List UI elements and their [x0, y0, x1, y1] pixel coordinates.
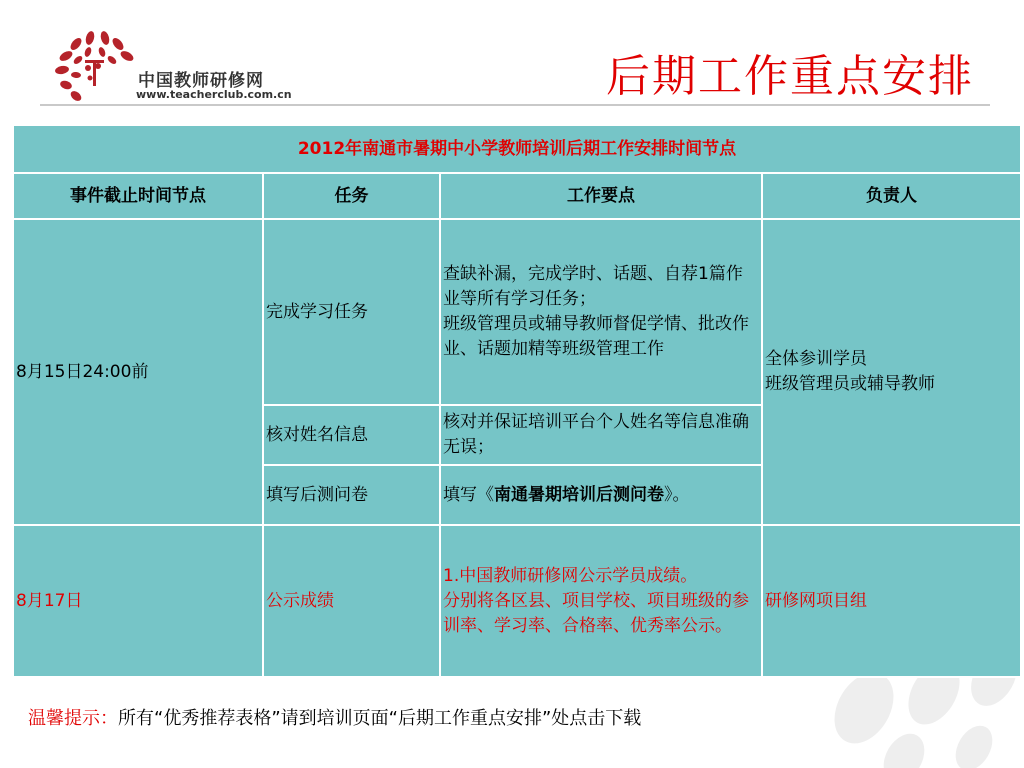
footer-tip-text: 所有“优秀推荐表格”请到培训页面“后期工作重点安排”处点击下载: [118, 708, 642, 729]
points-line: 班级管理员或辅导教师督促学情、批改作业、话题加精等班级管理工作: [443, 314, 749, 359]
owner-line: 全体参训学员: [765, 349, 867, 369]
title-divider: [40, 104, 990, 106]
owner-cell: [762, 219, 1021, 525]
schedule-table: [12, 124, 1022, 678]
task-cell: 完成学习任务: [263, 219, 440, 405]
task-cell: 公示成绩: [263, 525, 440, 677]
column-header-deadline: 事件截止时间节点: [13, 173, 263, 219]
survey-name: 南通暑期培训后测问卷: [494, 484, 664, 505]
deadline-cell: 8月15日24:00前: [13, 219, 263, 525]
logo-name: 中国教师研修网: [138, 71, 264, 91]
points-suffix: 》。: [664, 484, 690, 505]
table-row: [13, 525, 1021, 677]
table-row: [13, 219, 1021, 405]
task-cell: 核对姓名信息: [263, 405, 440, 465]
points-cell: [440, 219, 762, 405]
column-header-task: 任务: [263, 173, 440, 219]
points-line: 分别将各区县、项目学校、项目班级的参训率、学习率、合格率、优秀率公示。: [443, 590, 749, 636]
table-caption: 2012年南通市暑期中小学教师培训后期工作安排时间节点: [13, 125, 1021, 173]
site-logo: [50, 30, 310, 106]
column-header-owner: 负责人: [762, 173, 1021, 219]
points-cell: 核对并保证培训平台个人姓名等信息准确无误；: [440, 405, 762, 465]
deadline-cell: 8月17日: [13, 525, 263, 677]
footer-tip-lead: 温馨提示：: [28, 708, 118, 729]
footer-tip: [28, 704, 641, 730]
column-header-points: 工作要点: [440, 173, 762, 219]
logo-mark-icon: [50, 30, 140, 106]
points-prefix: 填写《: [443, 484, 494, 505]
page-title: 后期工作重点安排: [606, 51, 974, 102]
points-cell: [440, 525, 762, 677]
points-line: 查缺补漏，完成学时、话题、自荐1篇作业等所有学习任务；: [443, 264, 743, 309]
logo-url: www.teacherclub.com.cn: [136, 88, 292, 101]
owner-cell: 研修网项目组: [762, 525, 1021, 677]
owner-line: 班级管理员或辅导教师: [765, 374, 935, 394]
points-line: 1.中国教师研修网公示学员成绩。: [443, 565, 698, 586]
task-cell: 填写后测问卷: [263, 465, 440, 525]
points-cell: [440, 465, 762, 525]
